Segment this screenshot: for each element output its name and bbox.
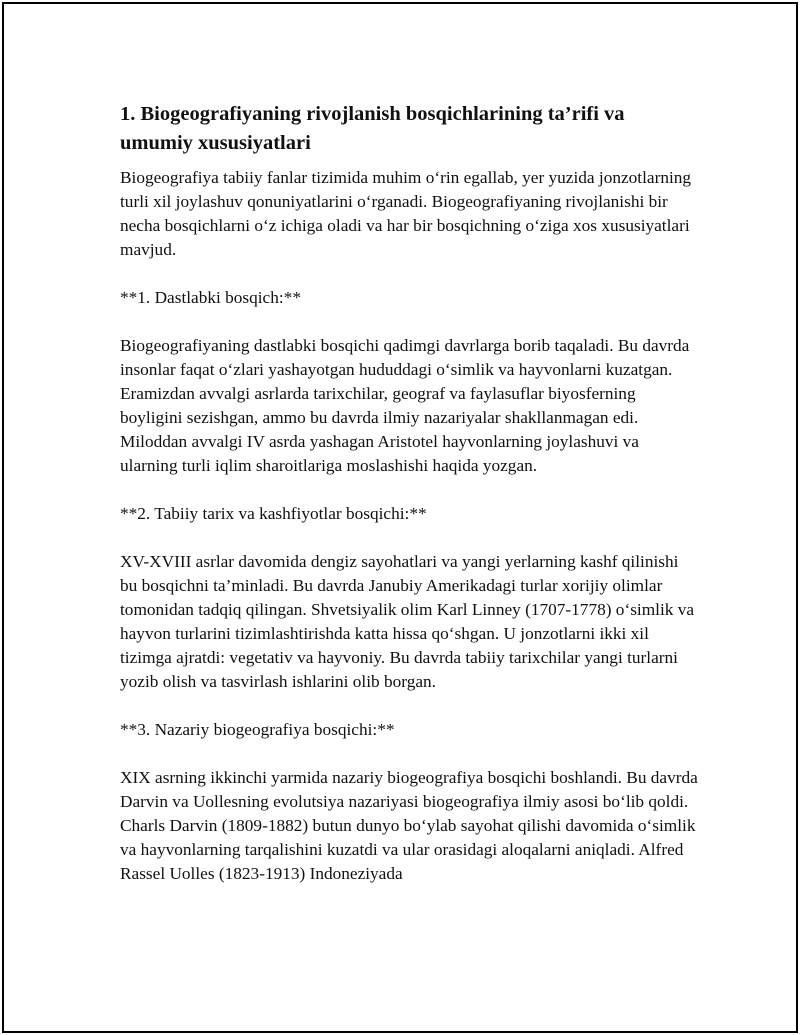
stage-2-title: **2. Tabiiy tarix va kashfiyotlar bosqichi:** xyxy=(120,504,427,523)
stage-1-paragraph: Biogeografiyaning dastlabki bosqichi qadimgi davrlarga borib taqaladi. Bu davrda insonlar faqat o‘zlari yashayotgan hududdagi o‘simlik va hayvonlarni kuzatgan. Eramizdan avvalgi asrlarda tarixchilar, geograf va faylasuflar biyosferning boyligini sezishgan, ammo bu davrda ilmiy nazariyalar shakllanmagan edi. Miloddan avvalgi IV asrda yashagan Aristotel hayvonlarning joylashuvi va ularning turli iqlim sharoitlariga moslashishi haqida yozgan. xyxy=(120,336,690,475)
stage-1-title: **1. Dastlabki bosqich:** xyxy=(120,288,301,307)
section-heading: 1. Biogeografiyaning rivojlanish bosqichlarining ta’rifi va umumiy xususiyatlari xyxy=(120,103,625,154)
intro-paragraph: Biogeografiya tabiiy fanlar tizimida muhim o‘rin egallab, yer yuzida jonzotlarning turli xil joylashuv qonuniyatlarini o‘rganadi. Biogeografiyaning rivojlanishi bir necha bosqichlarni o‘z ichiga oladi va har bir bosqichning o‘ziga xos xususiyatlari mavjud. xyxy=(120,168,692,259)
document-body xyxy=(120,100,700,910)
stage-3-paragraph: XIX asrning ikkinchi yarmida nazariy biogeografiya bosqichi boshlandi. Bu davrda Darvin va Uollesning evolutsiya nazariyasi biogeografiya ilmiy asosi bo‘lib qoldi. Charls Darvin (1809-1882) butun dunyo bo‘ylab sayohat qilishi davomida o‘simlik va hayvonlarning tarqalishini kuzatdi va ular orasidagi aloqalarni aniqladi. Alfred Rassel Uolles (1823-1913) Indoneziyada xyxy=(120,768,698,883)
stage-3-title: **3. Nazariy biogeografiya bosqichi:** xyxy=(120,720,395,739)
page-frame xyxy=(2,2,798,1033)
stage-2-paragraph: XV-XVIII asrlar davomida dengiz sayohatlari va yangi yerlarning kashf qilinishi bu bosqichni ta’minladi. Bu davrda Janubiy Amerikadagi turlar xorijiy olimlar tomonidan tadqiq qilingan. Shvetsiyalik olim Karl Linney (1707-1778) o‘simlik va hayvon turlarini tizimlashtirishda katta hissa qo‘shgan. U jonzotlarni ikki xil tizimga ajratdi: vegetativ va hayvoniy. Bu davrda tabiiy tarixchilar yangi turlarni yozib olish va tasvirlash ishlarini olib borgan. xyxy=(120,552,695,691)
